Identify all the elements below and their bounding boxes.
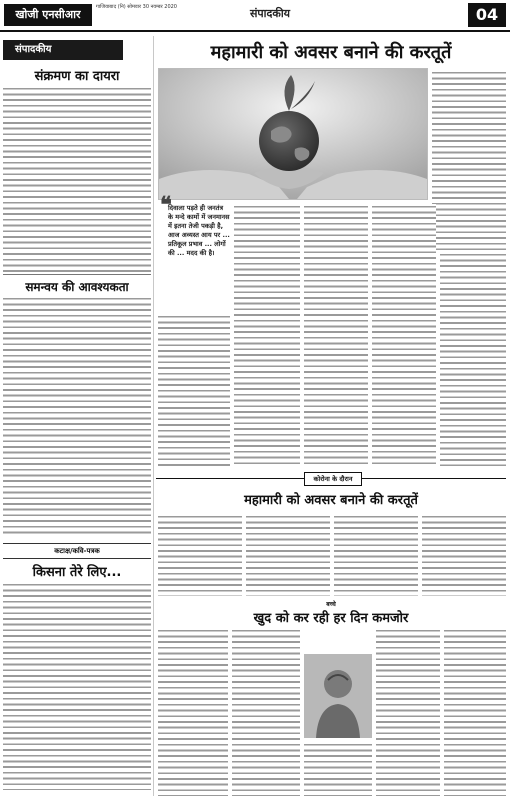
editorial-body	[3, 296, 151, 536]
story-headline: खुद को कर रही हर दिन कमजोर	[253, 611, 409, 626]
article-body	[444, 628, 506, 796]
page-number: 04	[468, 3, 506, 27]
article-body	[440, 252, 506, 466]
article-body	[432, 70, 506, 250]
article-body	[232, 628, 300, 796]
article-body	[304, 204, 368, 466]
article-body	[422, 514, 506, 596]
column-label: कटाक्ष/कवि-पत्रक	[3, 543, 151, 559]
editorial-title: समन्वय की आवश्यकता	[25, 280, 129, 294]
column-divider	[153, 36, 154, 796]
editorial-title: संक्रमण का दायरा	[34, 69, 120, 84]
article-body	[246, 514, 330, 596]
quote-mark-icon: ❝	[160, 192, 172, 218]
editorial-title: किसना तेरे लिए...	[32, 565, 122, 580]
dateline: गाजियाबाद (नि) सोमवार 30 नवम्बर 2020	[96, 4, 177, 10]
article-body	[372, 204, 436, 466]
section-band-label: कोरोना के दौरान	[304, 472, 362, 486]
masthead	[0, 0, 510, 30]
editorial-body	[3, 86, 151, 272]
kicker: बच्चे	[326, 601, 336, 608]
child-photo	[304, 654, 372, 738]
article-body	[234, 204, 300, 466]
section-band	[156, 472, 506, 484]
article-body	[158, 628, 228, 796]
article-body	[334, 514, 418, 596]
masthead-rule	[0, 30, 510, 32]
divider	[3, 274, 151, 275]
main-headline: महामारी को अवसर बनाने की करतूतें	[210, 42, 452, 63]
article-body	[158, 314, 230, 466]
editorial-body	[3, 582, 151, 790]
hands-with-earth-photo	[158, 68, 428, 200]
left-editorial-column	[3, 34, 151, 794]
story-headline: महामारी को अवसर बनाने की करतूतें	[244, 493, 418, 508]
article-body	[376, 628, 440, 796]
section-heading: संपादकीय	[250, 7, 291, 20]
article-body	[158, 514, 242, 596]
section-tab: संपादकीय	[3, 40, 123, 60]
article-body	[304, 742, 372, 796]
pull-quote: दिवाला पड़ते ही जनतंत्र के मन्दे कामों में जनमानस में इतना तेजी पकड़ी है, आज अव्यस्त आय पर ... प्रतिकूल प्रभाव ... लोगों की ... मदद की है।	[168, 204, 230, 257]
publication-logo: खोजी एनसीआर	[4, 4, 92, 26]
